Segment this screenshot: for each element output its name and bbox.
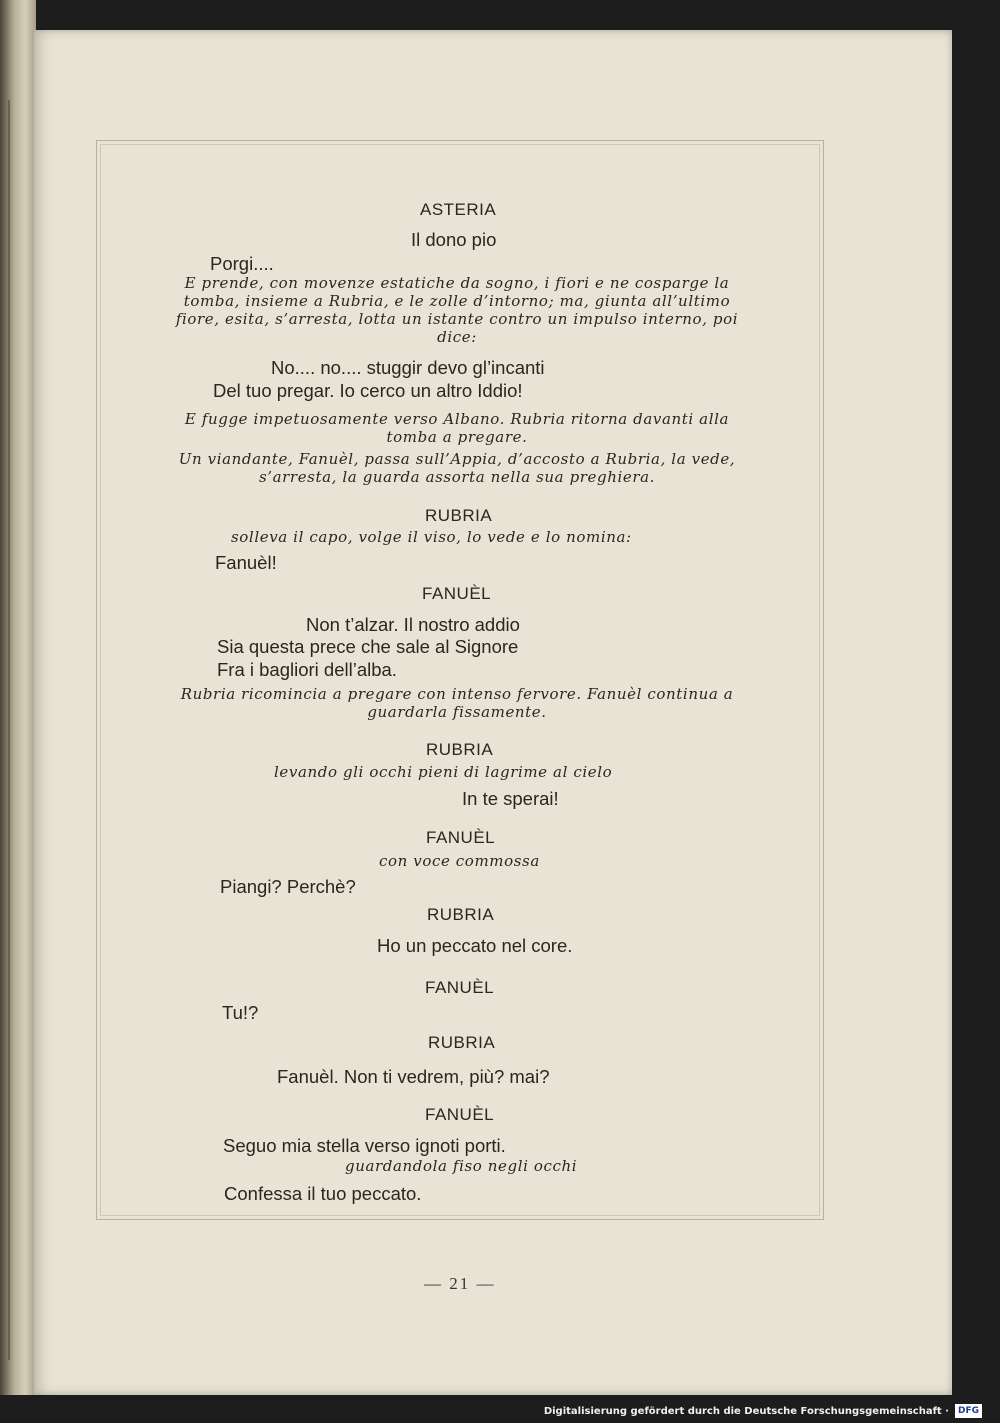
verse-line: Il dono pio bbox=[411, 229, 497, 250]
stage-direction: E fugge impetuosamente verso Albano. Rubria ritorna davanti alla tomba a pregare. bbox=[184, 410, 730, 446]
digitization-footer bbox=[544, 1402, 982, 1420]
verse-line: Confessa il tuo peccato. bbox=[224, 1183, 422, 1204]
page-number: — 21 — bbox=[424, 1274, 496, 1293]
stage-direction: solleva il capo, volge il viso, lo vede e lo nomina: bbox=[231, 528, 632, 546]
verse-line: No.... no.... stuggir devo gl’incanti bbox=[271, 357, 545, 378]
verse-line: Fanuèl. Non ti vedrem, più? mai? bbox=[277, 1066, 550, 1087]
verse-line: Non t’alzar. Il nostro addio bbox=[306, 614, 520, 635]
stage-direction: E prende, con movenze estatiche da sogno, i fiori e ne cosparge la tomba, insieme a Rubria, e le zolle d’intorno; ma, giunta all’ultimo fiore, esita, s’arresta, lotta un istante contro un impulso interno, poi dice: bbox=[175, 274, 739, 346]
verse-line: Piangi? Perchè? bbox=[220, 876, 356, 897]
speaker-name: RUBRIA bbox=[425, 506, 493, 525]
verse-line: Ho un peccato nel core. bbox=[377, 935, 573, 956]
verse-line: Tu!? bbox=[222, 1002, 259, 1023]
speaker-name: RUBRIA bbox=[426, 740, 494, 759]
stage-direction: levando gli occhi pieni di lagrime al cielo bbox=[274, 763, 613, 781]
book-page bbox=[34, 30, 952, 1395]
spine-edge-line bbox=[8, 100, 10, 1360]
speaker-name: ASTERIA bbox=[420, 200, 497, 219]
funding-note: Digitalisierung gefördert durch die Deutsche Forschungsgemeinschaft · bbox=[543, 1405, 949, 1417]
speaker-name: RUBRIA bbox=[428, 1033, 496, 1052]
speaker-name: FANUÈL bbox=[422, 584, 492, 603]
verse-line: Del tuo pregar. Io cerco un altro Iddio! bbox=[213, 380, 523, 401]
speaker-name: FANUÈL bbox=[425, 978, 495, 997]
speaker-name: FANUÈL bbox=[425, 1105, 495, 1124]
verse-line: Porgi.... bbox=[210, 253, 274, 274]
speaker-name: FANUÈL bbox=[426, 828, 496, 847]
verse-line: Fra i bagliori dell’alba. bbox=[217, 659, 397, 680]
stage-direction: Un viandante, Fanuèl, passa sull’Appia, d’accosto a Rubria, la vede, s’arresta, la guarda assorta nella sua preghiera. bbox=[178, 450, 736, 486]
verse-line: Fanuèl! bbox=[215, 552, 277, 573]
stage-direction: Rubria ricomincia a pregare con intenso fervore. Fanuèl continua a guardarla fissamente. bbox=[180, 685, 734, 721]
book-spine bbox=[0, 0, 36, 1395]
verse-line: Seguo mia stella verso ignoti porti. bbox=[223, 1135, 506, 1156]
stage-direction: guardandola fiso negli occhi bbox=[345, 1157, 578, 1175]
stage-direction: con voce commossa bbox=[379, 852, 540, 870]
verse-line: Sia questa prece che sale al Signore bbox=[217, 636, 519, 657]
speaker-name: RUBRIA bbox=[427, 905, 495, 924]
verse-line: In te sperai! bbox=[462, 788, 559, 809]
dfg-logo: DFG bbox=[955, 1404, 982, 1418]
